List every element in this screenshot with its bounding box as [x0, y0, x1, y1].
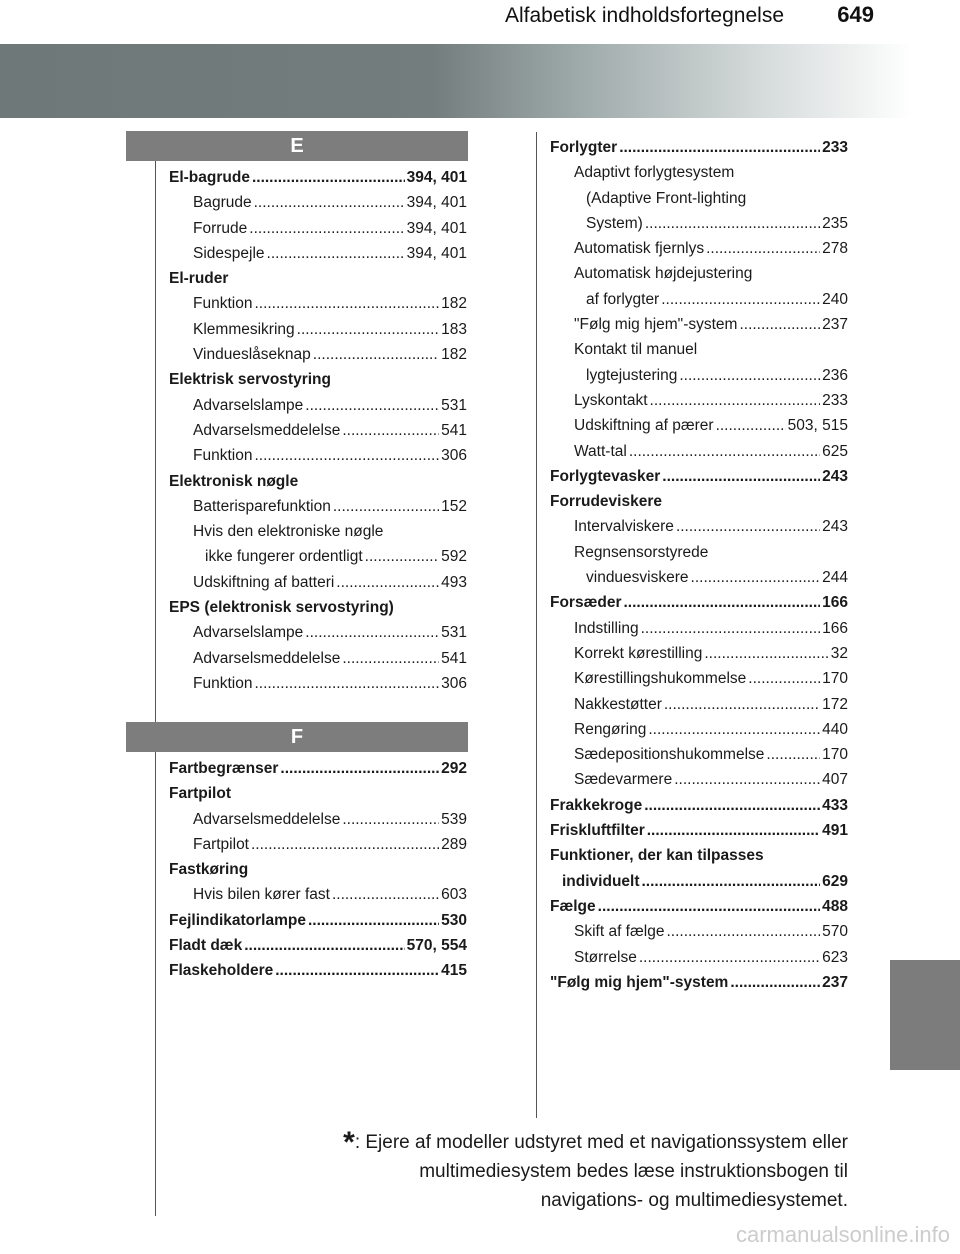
footnote: [290, 1128, 848, 1215]
entry-page: 235: [822, 214, 848, 232]
index-entry: [169, 443, 467, 468]
leader-dots: [624, 590, 821, 615]
index-entry: [169, 781, 467, 806]
entry-page: 394, 401: [406, 244, 467, 262]
index-entry: [169, 570, 467, 595]
entry-page: 493: [441, 573, 467, 591]
entry-page: 306: [441, 447, 467, 465]
entry-term: Funktion: [193, 674, 253, 692]
entry-term: Batterisparefunktion: [193, 497, 331, 515]
leader-dots: [254, 291, 439, 316]
watermark: carmanualsonline.info: [735, 1222, 950, 1247]
leader-dots: [332, 882, 439, 907]
leader-dots: [766, 742, 820, 767]
entry-term: Advarselsmeddelelse: [193, 421, 341, 439]
entry-page: 623: [822, 948, 848, 966]
index-entry: [169, 882, 467, 907]
leader-dots: [639, 945, 820, 970]
entry-term: Udskiftning af batteri: [193, 573, 335, 591]
entry-term: Skift af fælge: [574, 923, 665, 941]
index-entry: [550, 818, 848, 843]
leader-dots: [645, 211, 820, 236]
index-entry: [169, 671, 467, 696]
index-entry: [169, 519, 467, 544]
entry-page: 530: [441, 911, 467, 929]
entry-term: El-ruder: [169, 270, 229, 288]
leader-dots: [280, 756, 439, 781]
index-entry: [169, 190, 467, 215]
index-entry: [169, 807, 467, 832]
page-header: [0, 0, 960, 36]
entry-page: 440: [822, 720, 848, 738]
index-entry: [550, 666, 848, 691]
index-entry: [550, 843, 848, 868]
entry-term: Funktion: [193, 295, 253, 313]
entry-term: Frakkekroge: [550, 796, 643, 814]
entry-page: 170: [822, 670, 848, 688]
entry-term: Sædevarmere: [574, 771, 673, 789]
entry-page: 170: [822, 746, 848, 764]
leader-dots: [267, 241, 405, 266]
entry-page: 236: [822, 366, 848, 384]
leader-dots: [691, 565, 821, 590]
entry-page: 394, 401: [406, 219, 467, 237]
leader-dots: [254, 190, 405, 215]
letter-heading-e: E: [126, 131, 468, 161]
entry-term: Fladt dæk: [169, 937, 243, 955]
leader-dots: [664, 692, 820, 717]
index-entry: [550, 388, 848, 413]
entry-term: Vindueslåseknap: [193, 346, 311, 364]
leader-dots: [679, 363, 820, 388]
entry-page: 166: [822, 619, 848, 637]
entry-term: Fartbegrænser: [169, 760, 279, 777]
leader-dots: [336, 570, 439, 595]
entry-page: 244: [822, 569, 848, 587]
entry-term: individuelt: [562, 872, 640, 890]
leader-dots: [706, 236, 820, 261]
entry-term: Intervalviskere: [574, 518, 674, 536]
index-entry: [550, 894, 848, 919]
leader-dots: [676, 514, 820, 539]
entry-page: 603: [441, 886, 467, 904]
leader-dots: [313, 342, 439, 367]
leader-dots: [252, 165, 405, 190]
entry-page: 166: [822, 594, 848, 612]
index-entry: [550, 236, 848, 261]
entry-page: 491: [822, 822, 848, 840]
entry-page: 407: [822, 771, 848, 789]
index-entry: [550, 413, 848, 438]
leader-dots: [748, 666, 820, 691]
index-entry: [550, 312, 848, 337]
entry-term: Størrelse: [574, 948, 637, 966]
leader-dots: [647, 818, 820, 843]
entry-term: Bagrude: [193, 194, 252, 212]
leader-dots: [254, 671, 439, 696]
leader-dots: [642, 869, 821, 894]
entry-term: Nakkestøtter: [574, 695, 662, 713]
entry-term: ikke fungerer ordentligt: [205, 548, 363, 566]
leader-dots: [244, 933, 404, 958]
entry-page: 237: [822, 316, 848, 334]
entry-page: 539: [441, 810, 467, 828]
entry-page: 237: [822, 973, 848, 991]
leader-dots: [619, 135, 820, 160]
leader-dots: [249, 216, 404, 241]
leader-dots: [674, 767, 820, 792]
index-entry: [550, 261, 848, 286]
index-entry: [169, 908, 467, 933]
entry-page: 289: [441, 835, 467, 853]
footnote-line-2: multimediesystem bedes læse instruktionsbogen til: [419, 1161, 848, 1182]
index-entry: [169, 646, 467, 671]
entry-term: Advarselsmeddelelse: [193, 810, 341, 828]
entry-term: Kontakt til manuel: [574, 341, 698, 359]
entry-term: Automatisk højdejustering: [574, 265, 753, 283]
entry-page: 32: [830, 644, 848, 662]
entry-page: 629: [822, 872, 848, 890]
entry-page: 531: [441, 624, 467, 642]
entry-page: 531: [441, 396, 467, 414]
entry-term: Forrude: [193, 219, 248, 237]
leader-dots: [342, 418, 439, 443]
entry-term: Funktioner, der kan tilpasses: [550, 847, 764, 865]
index-list-e: [169, 165, 467, 696]
index-entry: [169, 241, 467, 266]
index-entry: [550, 337, 848, 362]
entry-page: 306: [441, 674, 467, 692]
leader-dots: [305, 393, 439, 418]
leader-dots: [333, 494, 439, 519]
index-entry: [550, 514, 848, 539]
index-entry: [169, 317, 467, 342]
index-entry: [550, 287, 848, 312]
entry-page: 592: [441, 548, 467, 566]
index-entry: [550, 945, 848, 970]
index-entry: [550, 439, 848, 464]
leader-dots: [730, 970, 820, 995]
leader-dots: [308, 908, 439, 933]
entry-page: 278: [822, 240, 848, 258]
entry-term: Hvis den elektroniske nøgle: [193, 523, 384, 541]
entry-page: 182: [441, 295, 467, 313]
index-entry: [169, 342, 467, 367]
entry-term: Forlygtevasker: [550, 467, 661, 485]
entry-page: 488: [822, 897, 848, 915]
index-entry: [550, 160, 848, 185]
entry-page: 233: [822, 139, 848, 156]
leader-dots: [251, 832, 439, 857]
entry-term: vinduesviskere: [586, 569, 689, 587]
entry-term: Korrekt kørestilling: [574, 644, 703, 662]
left-column-rule: [155, 160, 156, 1216]
index-entry: [169, 857, 467, 882]
leader-dots: [254, 443, 439, 468]
entry-page: 415: [441, 962, 467, 980]
letter-heading-f: F: [126, 722, 468, 752]
entry-term: Friskluftfilter: [550, 822, 645, 840]
index-entry: [169, 418, 467, 443]
entry-page: 243: [822, 467, 848, 485]
entry-term: Kørestillingshukommelse: [574, 670, 747, 688]
index-entry: [550, 363, 848, 388]
entry-term: Fælge: [550, 897, 596, 915]
index-entry: [169, 832, 467, 857]
index-entry: [169, 266, 467, 291]
leader-dots: [739, 312, 820, 337]
entry-term: System): [586, 214, 643, 232]
entry-term: Forrudeviskere: [550, 493, 662, 511]
middle-column-rule: [536, 132, 537, 1118]
entry-page: 243: [822, 518, 848, 536]
entry-term: EPS (elektronisk servostyring): [169, 599, 394, 617]
footnote-line-1: : Ejere af modeller udstyret med et navigationssystem eller: [354, 1132, 848, 1153]
leader-dots: [629, 439, 820, 464]
index-entry: [550, 717, 848, 742]
entry-page: 541: [441, 421, 467, 439]
entry-page: 394, 401: [406, 169, 467, 186]
footnote-line-3: navigations- og multimediesystemet.: [540, 1190, 848, 1211]
footnote-star: *: [343, 1126, 355, 1159]
index-entry: [550, 742, 848, 767]
leader-dots: [598, 894, 820, 919]
index-entry: [169, 620, 467, 645]
page-number: 649: [837, 2, 874, 27]
entry-page: 183: [441, 320, 467, 338]
entry-page: 625: [822, 442, 848, 460]
entry-term: Udskiftning af pærer: [574, 417, 714, 435]
entry-term: Rengøring: [574, 720, 647, 738]
index-list-right: [550, 135, 848, 995]
entry-page: 503, 515: [787, 417, 848, 435]
index-entry: [169, 165, 467, 190]
index-entry: [550, 489, 848, 514]
index-entry: [169, 756, 467, 781]
index-entry: [550, 186, 848, 211]
entry-term: Fastkøring: [169, 861, 249, 879]
index-entry: [550, 616, 848, 641]
leader-dots: [365, 544, 439, 569]
entry-term: "Følg mig hjem"-system: [574, 316, 738, 334]
entry-page: 541: [441, 649, 467, 667]
leader-dots: [648, 717, 820, 742]
entry-page: 233: [822, 391, 848, 409]
index-entry: [550, 590, 848, 615]
entry-term: Funktion: [193, 447, 253, 465]
entry-term: af forlygter: [586, 290, 660, 308]
index-entry: [550, 464, 848, 489]
leader-dots: [275, 958, 439, 983]
index-entry: [169, 393, 467, 418]
index-entry: [169, 494, 467, 519]
entry-term: Hvis bilen kører fast: [193, 886, 330, 904]
index-entry: [550, 869, 848, 894]
entry-term: Automatisk fjernlys: [574, 240, 705, 258]
index-list-f: [169, 756, 467, 984]
entry-page: 240: [822, 290, 848, 308]
entry-term: Advarselslampe: [193, 624, 304, 642]
entry-page: 570, 554: [406, 937, 467, 955]
index-entry: [550, 793, 848, 818]
index-entry: [169, 958, 467, 983]
entry-term: Advarselslampe: [193, 396, 304, 414]
entry-term: Indstilling: [574, 619, 639, 637]
index-entry: [550, 641, 848, 666]
entry-term: Forsæder: [550, 594, 622, 612]
entry-term: Lyskontakt: [574, 391, 648, 409]
chapter-tab: [890, 960, 960, 1070]
section-title: Alfabetisk indholdsfortegnelse: [504, 4, 784, 27]
entry-term: Watt-tal: [574, 442, 627, 460]
entry-page: 172: [822, 695, 848, 713]
leader-dots: [666, 919, 820, 944]
leader-dots: [305, 620, 439, 645]
entry-term: lygtejustering: [586, 366, 678, 384]
entry-term: (Adaptive Front-lighting: [586, 189, 747, 207]
index-entry: [169, 544, 467, 569]
index-entry: [550, 970, 848, 995]
entry-term: Regnsensorstyrede: [574, 543, 709, 561]
entry-page: 152: [441, 497, 467, 515]
entry-page: 433: [822, 796, 848, 814]
index-entry: [550, 565, 848, 590]
leader-dots: [644, 793, 820, 818]
entry-page: 570: [822, 923, 848, 941]
leader-dots: [297, 317, 439, 342]
leader-dots: [641, 616, 821, 641]
entry-term: El-bagrude: [169, 169, 250, 186]
leader-dots: [650, 388, 821, 413]
index-entry: [169, 367, 467, 392]
index-entry: [550, 919, 848, 944]
leader-dots: [342, 807, 439, 832]
leader-dots: [704, 641, 828, 666]
entry-term: Forlygter: [550, 139, 618, 156]
index-entry: [550, 692, 848, 717]
index-entry: [550, 767, 848, 792]
entry-term: Fartpilot: [169, 785, 231, 803]
entry-term: Elektrisk servostyring: [169, 371, 331, 389]
index-entry: [169, 216, 467, 241]
index-entry: [169, 933, 467, 958]
index-entry: [550, 540, 848, 565]
entry-term: Sidespejle: [193, 244, 265, 262]
header-banner: [0, 44, 960, 118]
leader-dots: [662, 464, 820, 489]
leader-dots: [661, 287, 820, 312]
entry-term: "Følg mig hjem"-system: [550, 973, 729, 991]
index-entry: [550, 211, 848, 236]
entry-term: Sædepositionshukommelse: [574, 746, 765, 764]
index-entry: [550, 135, 848, 160]
entry-term: Klemmesikring: [193, 320, 295, 338]
entry-term: Elektronisk nøgle: [169, 472, 299, 490]
leader-dots: [342, 646, 439, 671]
entry-term: Advarselsmeddelelse: [193, 649, 341, 667]
index-entry: [169, 291, 467, 316]
index-entry: [169, 469, 467, 494]
entry-page: 292: [441, 760, 467, 777]
entry-term: Fejlindikatorlampe: [169, 911, 306, 929]
entry-page: 182: [441, 346, 467, 364]
entry-page: 394, 401: [406, 194, 467, 212]
entry-term: Adaptivt forlygtesystem: [574, 164, 735, 182]
index-entry: [169, 595, 467, 620]
entry-term: Flaskeholdere: [169, 962, 274, 980]
entry-term: Fartpilot: [193, 835, 249, 853]
leader-dots: [716, 413, 786, 438]
